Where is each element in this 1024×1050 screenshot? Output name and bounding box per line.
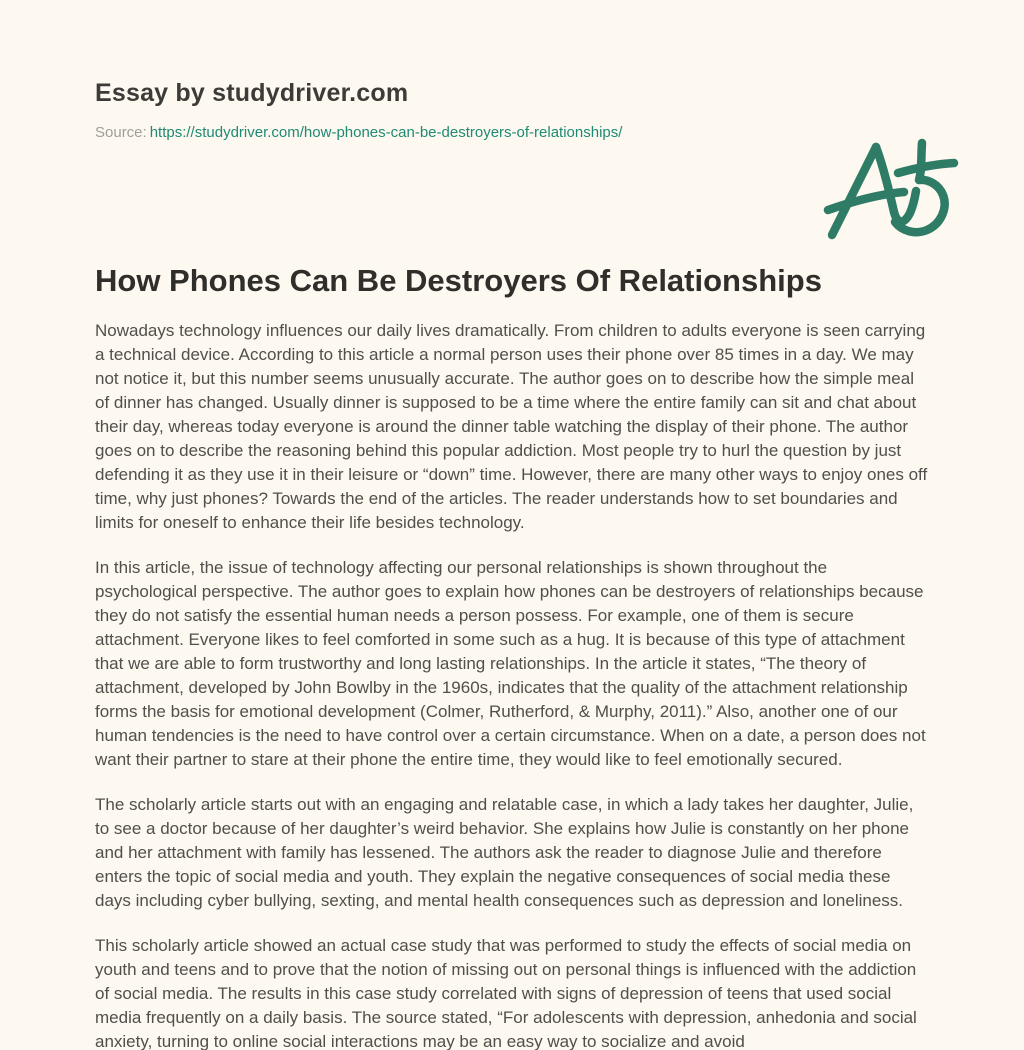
article-paragraph: Nowadays technology influences our daily lives dramatically. From children to adults everyone is seen carrying a technical device. According to this article a normal person uses their phone over 85 times in a day. We may not notice it, but this number seems unusually accurate. The author goes on to describe how the simple meal of dinner has changed. Usually dinner is supposed to be a time where the entire family can sit and chat about their day, whereas today everyone is around the dinner table watching the display of their phone. The author goes on to describe the reasoning behind this popular addiction. Most people try to hurl the question by just defending it as they use it in their leisure or “down” time. However, there are many other ways to enjoy ones off time, why just phones? Towards the end of the articles. The reader understands how to set boundaries and limits for oneself to enhance their life besides technology. <box>95 321 928 532</box>
article-title: How Phones Can Be Destroyers Of Relationships <box>95 263 822 298</box>
source-line <box>95 124 929 142</box>
article-paragraph: This scholarly article showed an actual case study that was performed to study the effects of social media on youth and teens and to prove that the notion of missing out on personal things is influenced with the addiction of social media. The results in this case study correlated with signs of depression of teens that used social media frequently on a daily basis. The source stated, “For adolescents with depression, anhedonia and social anxiety, turning to online social interactions may be an easy way to socialize and avoid <box>95 936 917 1050</box>
article-body <box>95 319 929 1050</box>
header <box>95 78 929 142</box>
header-title: Essay by studydriver.com <box>95 79 409 107</box>
article <box>95 262 929 1050</box>
article-paragraph: In this article, the issue of technology affecting our personal relationships is shown throughout the psychological perspective. The author goes to explain how phones can be destroyers of relationships because they do not satisfy the essential human needs a person possess. For example, one of them is secure attachment. Everyone likes to feel comforted in some such as a hug. It is because of this type of attachment that we are able to form trustworthy and long lasting relationships. In the article it states, “The theory of attachment, developed by John Bowlby in the 1960s, indicates that the quality of the attachment relationship forms the basis for emotional development (Colmer, Rutherford, & Murphy, 2011).” Also, another one of our human tendencies is the need to have control over a certain circumstance. When on a date, a person does not want their partner to stare at their phone the entire time, they would like to feel emotionally secured. <box>95 558 926 769</box>
essay-page <box>0 78 1024 1050</box>
studydriver-a-plus-logo-icon <box>820 133 962 243</box>
source-link[interactable]: https://studydriver.com/how-phones-can-be-destroyers-of-relationships/ <box>149 124 623 141</box>
source-label: Source: <box>95 124 147 141</box>
article-paragraph: The scholarly article starts out with an engaging and relatable case, in which a lady takes her daughter, Julie, to see a doctor because of her daughter’s weird behavior. She explains how Julie is constantly on her phone and her attachment with family has lessened. The authors ask the reader to diagnose Julie and therefore enters the topic of social media and youth. They explain the negative consequences of social media these days including cyber bullying, sexting, and mental health consequences such as depression and loneliness. <box>95 795 914 910</box>
